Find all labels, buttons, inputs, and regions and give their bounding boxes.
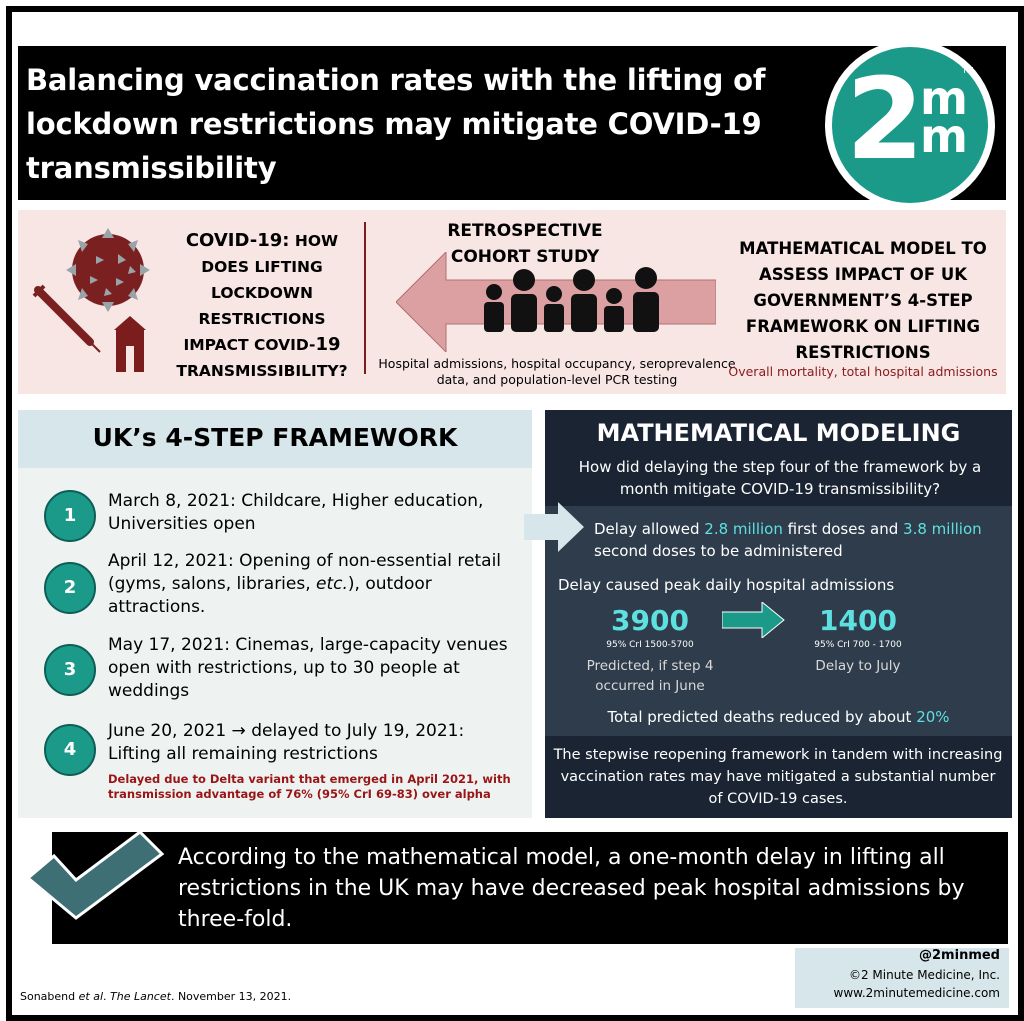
reduction-arrow-icon — [722, 602, 786, 638]
delayed-admissions-value: 1400 — [819, 604, 897, 637]
model-title: MATHEMATICAL MODEL TO ASSESS IMPACT OF UK GOVERNMENT’S 4-STEP FRAMEWORK ON LIFTING RESTRICTIONS — [739, 239, 987, 362]
virus-icon — [66, 228, 150, 312]
deaths-reduction-value: 20% — [916, 708, 950, 726]
dose-text-2: first doses and — [782, 520, 904, 538]
step-4-text — [108, 720, 518, 766]
predicted-ci: 95% CrI 1500-5700 — [606, 640, 694, 650]
dose-delay-text — [594, 518, 1004, 562]
step-1-text: March 8, 2021: Childcare, Higher education, Universities open — [108, 491, 484, 534]
question-part-end: TRANSMISSIBILITY? — [176, 362, 348, 380]
study-data-sources: Hospital admissions, hospital occupancy, seroprevalence data, and population-level PCR testing — [378, 356, 736, 387]
step-4-text-start: June 20, 2021 — [108, 721, 232, 741]
page-title: Balancing vaccination rates with the lifting of lockdown restrictions may mitigate COVID-19 transmissibility — [26, 63, 766, 185]
band-divider — [364, 222, 366, 374]
virus-syringe-house-icon — [30, 226, 160, 376]
conclusion-text: According to the mathematical model, a one-month delay in lifting all restrictions in the UK may have decreased peak hospital admissions by three-fold. — [178, 845, 965, 932]
question-part-covid: COVID-19: — [185, 230, 290, 251]
deaths-reduced-text — [545, 706, 1012, 728]
logo-m-bottom: m — [920, 109, 968, 163]
delayed-ci: 95% CrI 700 - 1700 — [814, 640, 902, 650]
citation-separator: . — [103, 990, 111, 1003]
step-2-badge: 2 — [44, 562, 96, 614]
modeling-question: How did delaying the step four of the framework by a month mitigate COVID-19 transmissibility? — [578, 458, 982, 498]
first-doses-value: 2.8 million — [704, 520, 783, 538]
dose-text-1: Delay allowed — [594, 520, 705, 538]
step-2-text-italic: etc. — [316, 574, 348, 594]
citation — [20, 990, 291, 1003]
question-part-19: 19 — [315, 334, 341, 355]
step-4-text-end: delayed to July 19, 2021: Lifting all remaining restrictions — [108, 721, 465, 764]
delayed-label: Delay to July — [815, 658, 901, 674]
citation-date: . November 13, 2021. — [170, 990, 292, 1003]
step-3-text: May 17, 2021: Cinemas, large-capacity venues open with restrictions, up to 30 people at weddings — [108, 635, 508, 701]
delay-note: Delayed due to Delta variant that emerged in April 2021, with transmission advantage of 76% (95% CrI 69-83) over alpha — [108, 772, 511, 801]
step-2-text-end: ), outdoor attractions. — [108, 574, 432, 617]
logo-m-top: m — [920, 71, 968, 125]
framework-title: UK’s 4-STEP FRAMEWORK — [92, 423, 458, 452]
citation-journal: The Lancet — [110, 990, 171, 1003]
social-handle[interactable]: @2minmed — [919, 948, 1000, 963]
dose-text-3: second doses to be administered — [594, 542, 843, 560]
predicted-label: Predicted, if step 4 occurred in June — [586, 658, 714, 694]
study-type: RETROSPECTIVE COHORT STUDY — [447, 221, 603, 267]
deaths-text: Total predicted deaths reduced by about — [607, 708, 917, 726]
modeling-title: MATHEMATICAL MODELING — [596, 419, 961, 447]
model-outcomes: Overall mortality, total hospital admissions — [728, 364, 998, 379]
predicted-admissions-value: 3900 — [611, 604, 689, 637]
step-4-badge: 4 — [44, 724, 96, 776]
peak-admissions-label: Delay caused peak daily hospital admissions — [558, 576, 895, 594]
citation-author: Sonabend — [20, 990, 79, 1003]
logo-digit: 2 — [846, 55, 920, 185]
modeling-conclusion: The stepwise reopening framework in tandem with increasing vaccination rates may have mitigated a substantial number of COVID-19 cases. — [553, 747, 1003, 807]
study-question — [172, 228, 352, 384]
connector-arrow-icon — [524, 502, 586, 552]
step-1-badge: 1 — [44, 490, 96, 542]
step-3-badge: 3 — [44, 644, 96, 696]
citation-etal: et al — [78, 990, 104, 1003]
step-2-text — [108, 550, 518, 619]
question-part-middle: HOW DOES LIFTING LOCKDOWN RESTRICTIONS IMPACT COVID- — [183, 232, 339, 354]
logo-trademark: TM — [962, 66, 974, 75]
checkmark-icon — [24, 826, 166, 922]
website-link[interactable]: www.2minutemedicine.com — [833, 986, 1000, 1000]
copyright-text: ©2 Minute Medicine, Inc. — [848, 968, 1000, 982]
house-icon — [114, 316, 146, 372]
second-doses-value: 3.8 million — [903, 520, 982, 538]
right-arrow-icon: → — [231, 721, 246, 741]
step-2-text-main: April 12, 2021: Opening of non-essential retail (gyms, salons, libraries, — [108, 551, 502, 594]
